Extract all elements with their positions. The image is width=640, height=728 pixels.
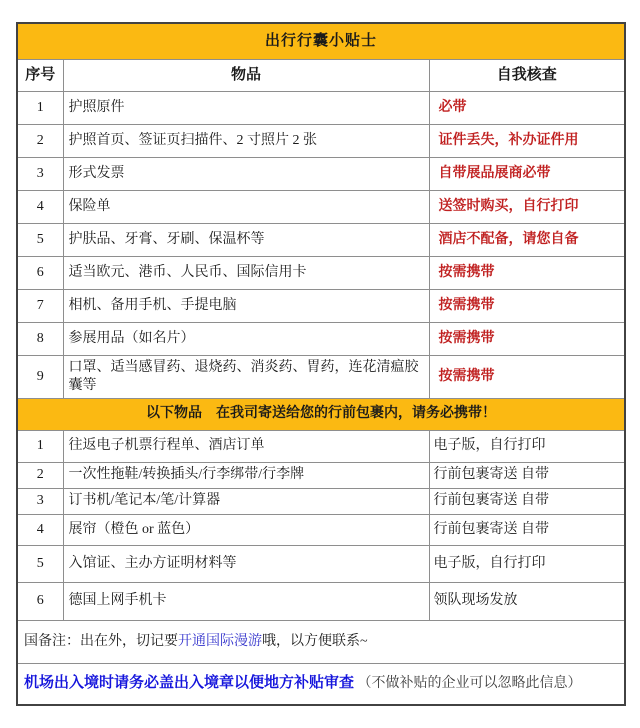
- check-cell: 必带: [429, 91, 625, 124]
- table-row: [17, 355, 625, 398]
- row-number: 5: [17, 223, 63, 256]
- stamp-notice: [17, 663, 625, 705]
- check-cell: 按需携带: [429, 355, 625, 398]
- table-row: [17, 256, 625, 289]
- item-cell: 相机、备用手机、手提电脑: [63, 289, 429, 322]
- row-number: 1: [17, 430, 63, 462]
- row-number: 2: [17, 124, 63, 157]
- check-cell: 按需携带: [429, 322, 625, 355]
- check-cell: 送签时购买，自行打印: [429, 190, 625, 223]
- check-cell: 行前包裹寄送 自带: [429, 514, 625, 545]
- item-cell: 订书机/笔记本/笔/计算器: [63, 488, 429, 514]
- roaming-note-prefix: 国备注：出在外，切记要: [24, 633, 178, 649]
- row-number: 4: [17, 514, 63, 545]
- item-cell: 德国上网手机卡: [63, 582, 429, 620]
- column-header-row: [17, 59, 625, 91]
- item-cell: 护肤品、牙膏、牙刷、保温杯等: [63, 223, 429, 256]
- check-cell: 领队现场发放: [429, 582, 625, 620]
- item-cell: 保险单: [63, 190, 429, 223]
- row-number: 4: [17, 190, 63, 223]
- table-row: [17, 289, 625, 322]
- row-number: 3: [17, 157, 63, 190]
- col-header-num: 序号: [17, 59, 63, 91]
- row-number: 6: [17, 582, 63, 620]
- table-row: [17, 157, 625, 190]
- row-number: 1: [17, 91, 63, 124]
- check-cell: 电子版，自行打印: [429, 545, 625, 582]
- packing-tips-table: [16, 22, 626, 706]
- check-cell: 自带展品展商必带: [429, 157, 625, 190]
- table-row: [17, 223, 625, 256]
- table-row: [17, 514, 625, 545]
- table-row: [17, 124, 625, 157]
- item-cell: 适当欧元、港币、人民币、国际信用卡: [63, 256, 429, 289]
- stamp-notice-paren: （不做补贴的企业可以忽略此信息）: [357, 674, 582, 691]
- col-header-check: 自我核查: [429, 59, 625, 91]
- col-header-item: 物品: [63, 59, 429, 91]
- section2-title-row: [17, 398, 625, 430]
- row-number: 6: [17, 256, 63, 289]
- check-cell: 酒店不配备，请您自备: [429, 223, 625, 256]
- section1-title: 出行行囊小贴士: [17, 23, 625, 59]
- item-cell: 展帘（橙色 or 蓝色）: [63, 514, 429, 545]
- roaming-note-row: [17, 620, 625, 663]
- item-cell: 参展用品（如名片）: [63, 322, 429, 355]
- check-cell: 行前包裹寄送 自带: [429, 462, 625, 488]
- table-row: [17, 430, 625, 462]
- row-number: 5: [17, 545, 63, 582]
- item-cell: 往返电子机票行程单、酒店订单: [63, 430, 429, 462]
- roaming-highlight-text: 开通国际漫游: [178, 633, 262, 649]
- row-number: 2: [17, 462, 63, 488]
- check-cell: 按需携带: [429, 256, 625, 289]
- check-cell: 证件丢失，补办证件用: [429, 124, 625, 157]
- table-row: [17, 190, 625, 223]
- table-row: [17, 91, 625, 124]
- table-row: [17, 462, 625, 488]
- item-cell: 一次性拖鞋/转换插头/行李绑带/行李牌: [63, 462, 429, 488]
- item-cell: 形式发票: [63, 157, 429, 190]
- item-cell: 入馆证、主办方证明材料等: [63, 545, 429, 582]
- stamp-notice-main: 机场出入境时请务必盖出入境章以便地方补贴审查: [24, 674, 355, 692]
- item-cell: 护照原件: [63, 91, 429, 124]
- section1-title-row: [17, 23, 625, 59]
- check-cell: 电子版，自行打印: [429, 430, 625, 462]
- section2-title: 以下物品 在我司寄送给您的行前包裹内，请务必携带！: [17, 398, 625, 430]
- item-cell: 口罩、适当感冒药、退烧药、消炎药、胃药，连花清瘟胶囊等: [63, 355, 429, 398]
- row-number: 7: [17, 289, 63, 322]
- roaming-note: [17, 620, 625, 663]
- check-cell: 行前包裹寄送 自带: [429, 488, 625, 514]
- table-row: [17, 488, 625, 514]
- row-number: 8: [17, 322, 63, 355]
- table-row: [17, 545, 625, 582]
- stamp-notice-row: [17, 663, 625, 705]
- table-row: [17, 322, 625, 355]
- row-number: 3: [17, 488, 63, 514]
- check-cell: 按需携带: [429, 289, 625, 322]
- table-row: [17, 582, 625, 620]
- roaming-note-suffix: 哦，以方便联系~: [262, 633, 368, 649]
- row-number: 9: [17, 355, 63, 398]
- item-cell: 护照首页、签证页扫描件、2 寸照片 2 张: [63, 124, 429, 157]
